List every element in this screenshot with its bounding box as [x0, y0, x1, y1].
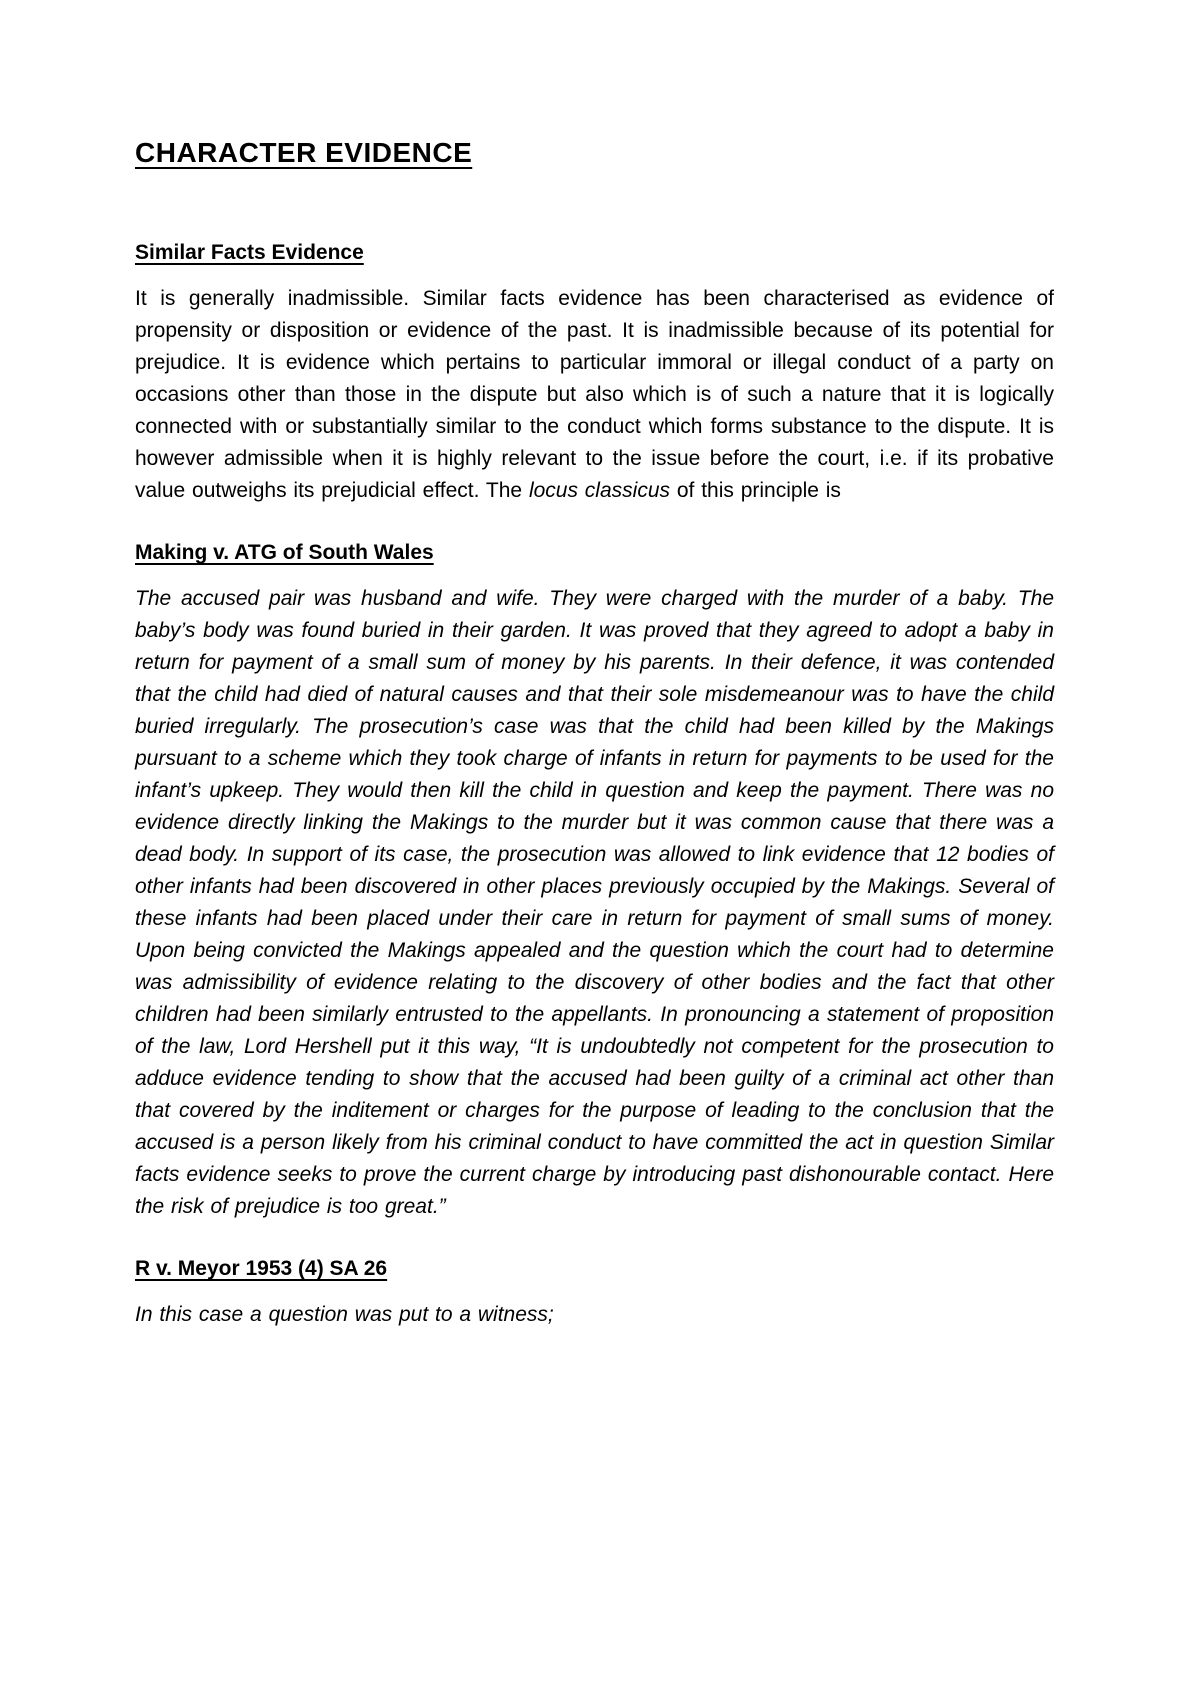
heading-r-v-meyor-case: R v. Meyor 1953 (4) SA 26	[135, 1257, 388, 1280]
latin-term-locus-classicus: locus classicus	[528, 479, 671, 502]
paragraph-similar-facts-intro	[135, 283, 1054, 507]
paragraph-text-after-term: of this principle is	[670, 479, 841, 502]
paragraph-r-v-meyor-intro: In this case a question was put to a witness;	[135, 1303, 554, 1326]
section-similar-facts	[135, 241, 1054, 507]
section-making-v-atg	[135, 541, 1054, 1223]
section-r-v-meyor	[135, 1257, 1054, 1331]
paragraph-making-case-facts: The accused pair was husband and wife. They were charged with the murder of a baby. The baby’s body was found buried in their garden. It was proved that they agreed to adopt a baby in return for payment of a small sum of money by his parents. In their defence, it was contended that the child had died of natural causes and that their sole misdemeanour was to have the child buried irregularly. The prosecution’s case was that the child had been killed by the Makings pursuant to a scheme which they took charge of infants in return for payments to be used for the infant’s upkeep. They would then kill the child in question and keep the payment. There was no evidence directly linking the Makings to the murder but it was common cause that there was a dead body. In support of its case, the prosecution was allowed to link evidence that 12 bodies of other infants had been discovered in other places previously occupied by the Makings. Several of these infants had been placed under their care in return for payment of small sums of money. Upon being convicted the Makings appealed and the question which the court had to determine was admissibility of evidence relating to the discovery of other bodies and the fact that other children had been similarly entrusted to the appellants. In pronouncing a statement of proposition of the law, Lord Hershell put it this way, “It is undoubtedly not competent for the prosecution to adduce evidence tending to show that the accused had been guilty of a criminal act other than that covered by the inditement or charges for the purpose of leading to the conclusion that the accused is a person likely from his criminal conduct to have committed the act in question Similar facts evidence seeks to prove the current charge by introducing past dishonourable contact. Here the risk of prejudice is too great.”	[135, 587, 1054, 1218]
document-title: CHARACTER EVIDENCE	[135, 137, 473, 168]
heading-similar-facts-evidence: Similar Facts Evidence	[135, 241, 364, 264]
paragraph-text-before-term: It is generally inadmissible. Similar facts evidence has been characterised as evidence of propensity or disposition or evidence of the past. It is inadmissible because of its potential for prejudice. It is evidence which pertains to particular immoral or illegal conduct of a party on occasions other than those in the dispute but also which is of such a nature that it is logically connected with or substantially similar to the conduct which forms substance to the dispute. It is however admissible when it is highly relevant to the issue before the court, i.e. if its probative value outweighs its prejudicial effect. The	[135, 287, 1054, 502]
heading-making-v-atg-case: Making v. ATG of South Wales	[135, 541, 434, 564]
